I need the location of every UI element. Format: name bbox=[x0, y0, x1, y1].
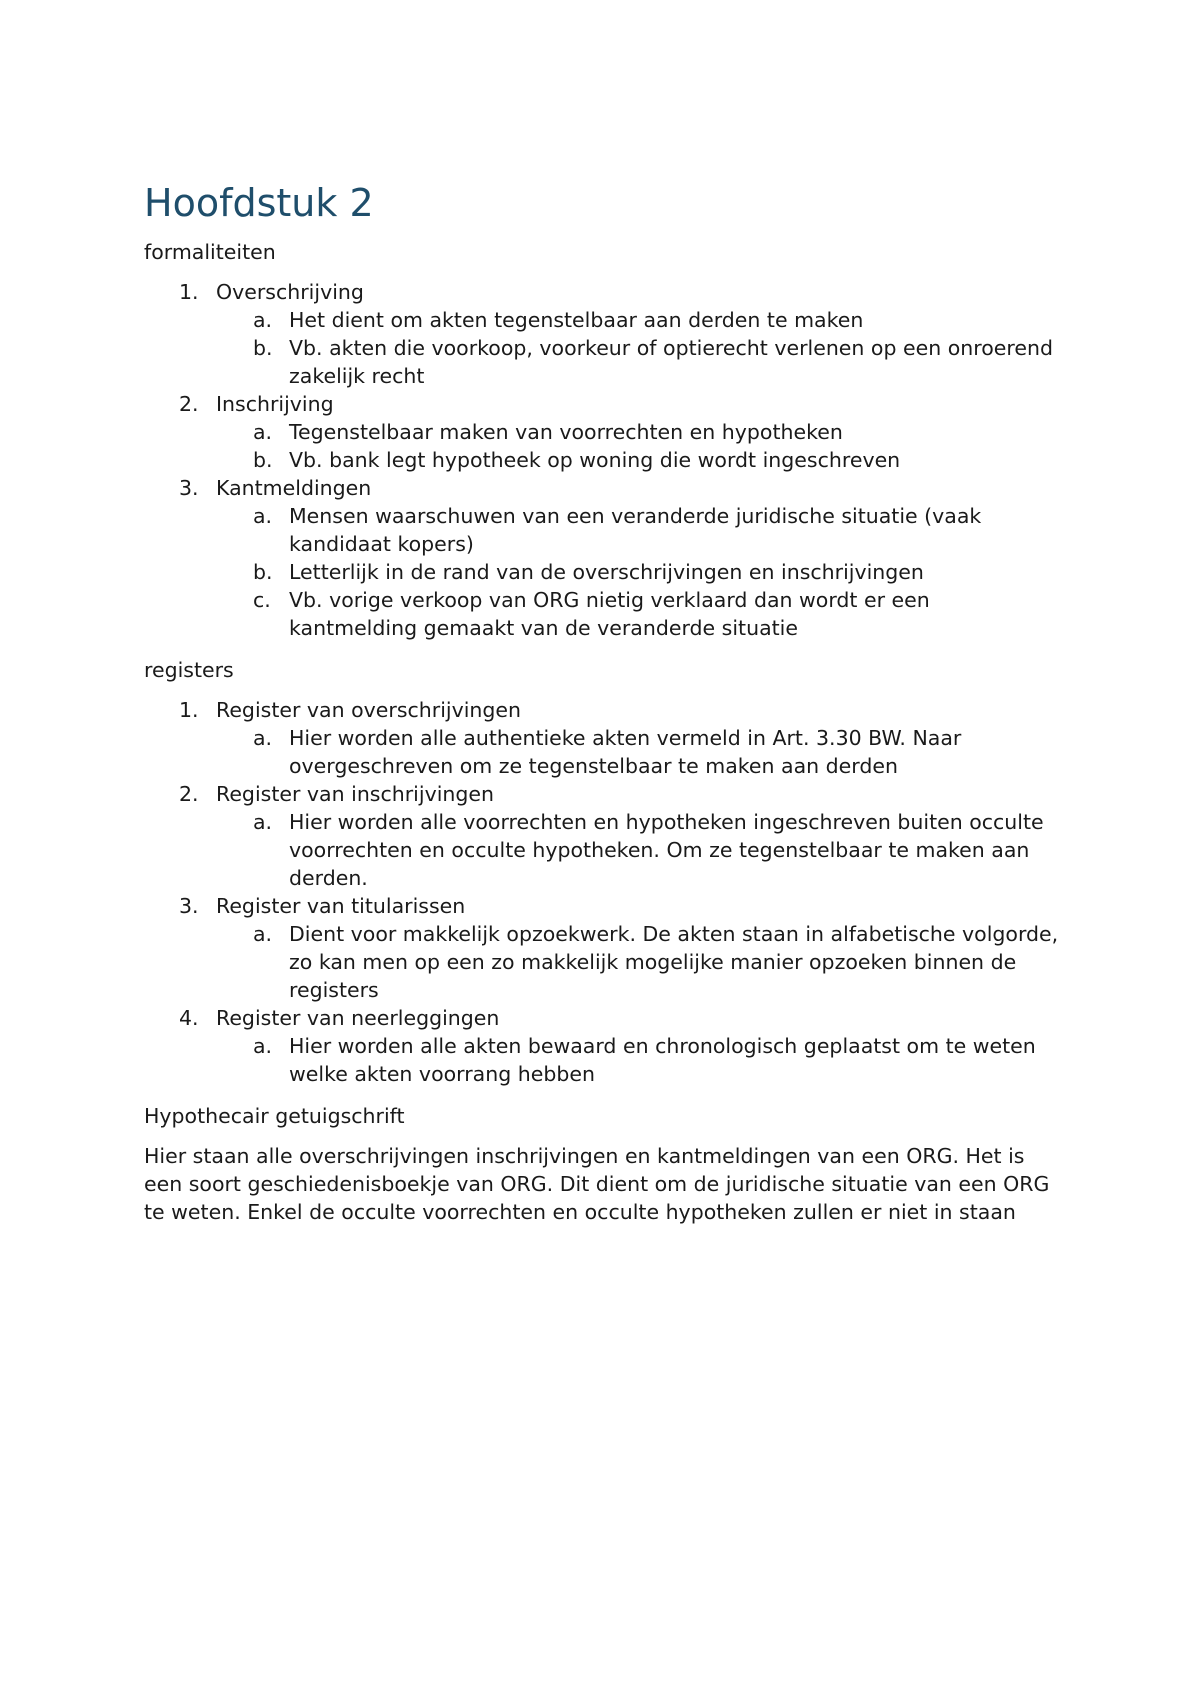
sub-list-item bbox=[216, 1032, 1064, 1088]
sub-list bbox=[216, 724, 1064, 780]
list-item bbox=[144, 390, 1064, 474]
list-item-text: Overschrijving bbox=[216, 280, 364, 304]
sub-list bbox=[216, 920, 1064, 1004]
list-number: 2. bbox=[179, 782, 199, 806]
section-label-registers: registers bbox=[144, 658, 234, 682]
sub-list-text: Vb. akten die voorkoop, voorkeur of optierecht verlenen op een onroerend zakelijk recht bbox=[289, 336, 1053, 388]
list-item-text: Register van titularissen bbox=[216, 894, 466, 918]
list-number: 3. bbox=[179, 476, 199, 500]
list-item-text: Register van inschrijvingen bbox=[216, 782, 495, 806]
sub-list-item bbox=[216, 418, 1064, 446]
list-item bbox=[144, 1004, 1064, 1088]
sub-list-item bbox=[216, 502, 1064, 558]
sub-list bbox=[216, 502, 1064, 642]
formaliteiten-list bbox=[144, 278, 1064, 642]
sub-list-item bbox=[216, 586, 1064, 642]
body-paragraph: Hier staan alle overschrijvingen inschrijvingen en kantmeldingen van een ORG. Het is een soort geschiedenisboekje van ORG. Dit dient om de juridische situatie van een ORG te weten. Enkel de occulte voorrechten en occulte hypotheken zullen er niet in staan bbox=[144, 1144, 1050, 1224]
list-item-text: Inschrijving bbox=[216, 392, 334, 416]
sub-list-letter: a. bbox=[253, 1034, 273, 1058]
sub-list-letter: a. bbox=[253, 726, 273, 750]
sub-list-item bbox=[216, 334, 1064, 390]
sub-list bbox=[216, 1032, 1064, 1088]
sub-list-letter: a. bbox=[253, 922, 273, 946]
sub-list-item bbox=[216, 920, 1064, 1004]
sub-list-text: Het dient om akten tegenstelbaar aan derden te maken bbox=[289, 308, 864, 332]
list-item-text: Register van overschrijvingen bbox=[216, 698, 522, 722]
sub-list-text: Letterlijk in de rand van de overschrijvingen en inschrijvingen bbox=[289, 560, 924, 584]
list-number: 1. bbox=[179, 280, 199, 304]
registers-list bbox=[144, 696, 1064, 1088]
sub-list-text: Tegenstelbaar maken van voorrechten en hypotheken bbox=[289, 420, 843, 444]
list-item bbox=[144, 892, 1064, 1004]
sub-list-text: Vb. bank legt hypotheek op woning die wordt ingeschreven bbox=[289, 448, 901, 472]
sub-list-letter: a. bbox=[253, 810, 273, 834]
sub-list-letter: b. bbox=[253, 560, 273, 584]
list-item bbox=[144, 474, 1064, 642]
sub-list-item bbox=[216, 558, 1064, 586]
list-item bbox=[144, 278, 1064, 390]
list-item-text: Register van neerleggingen bbox=[216, 1006, 500, 1030]
sub-list-letter: a. bbox=[253, 308, 273, 332]
sub-list-item bbox=[216, 306, 1064, 334]
sub-list-text: Hier worden alle akten bewaard en chronologisch geplaatst om te weten welke akten voorrang hebben bbox=[289, 1034, 1036, 1086]
sub-list-text: Dient voor makkelijk opzoekwerk. De akten staan in alfabetische volgorde, zo kan men op een zo makkelijk mogelijke manier opzoeken binnen de registers bbox=[289, 922, 1059, 1002]
sub-list bbox=[216, 808, 1064, 892]
sub-list-item bbox=[216, 724, 1064, 780]
sub-list-text: Hier worden alle voorrechten en hypotheken ingeschreven buiten occulte voorrechten en occulte hypotheken. Om ze tegenstelbaar te maken aan derden. bbox=[289, 810, 1044, 890]
sub-list-letter: b. bbox=[253, 448, 273, 472]
list-number: 1. bbox=[179, 698, 199, 722]
sub-list-text: Mensen waarschuwen van een veranderde juridische situatie (vaak kandidaat kopers) bbox=[289, 504, 982, 556]
list-number: 2. bbox=[179, 392, 199, 416]
section-label-formaliteiten: formaliteiten bbox=[144, 240, 276, 264]
list-number: 4. bbox=[179, 1006, 199, 1030]
list-item bbox=[144, 780, 1064, 892]
sub-list-letter: a. bbox=[253, 420, 273, 444]
document-page bbox=[144, 178, 1064, 1226]
sub-list-text: Vb. vorige verkoop van ORG nietig verklaard dan wordt er een kantmelding gemaakt van de veranderde situatie bbox=[289, 588, 930, 640]
sub-list-letter: c. bbox=[253, 588, 271, 612]
page-title: Hoofdstuk 2 bbox=[144, 181, 374, 225]
sub-list-text: Hier worden alle authentieke akten vermeld in Art. 3.30 BW. Naar overgeschreven om ze tegenstelbaar te maken aan derden bbox=[289, 726, 962, 778]
sub-list bbox=[216, 306, 1064, 390]
list-item-text: Kantmeldingen bbox=[216, 476, 372, 500]
list-item bbox=[144, 696, 1064, 780]
sub-list bbox=[216, 418, 1064, 474]
sub-list-item bbox=[216, 808, 1064, 892]
sub-list-item bbox=[216, 446, 1064, 474]
sub-list-letter: a. bbox=[253, 504, 273, 528]
sub-list-letter: b. bbox=[253, 336, 273, 360]
section-label-hypothecair: Hypothecair getuigschrift bbox=[144, 1104, 405, 1128]
list-number: 3. bbox=[179, 894, 199, 918]
